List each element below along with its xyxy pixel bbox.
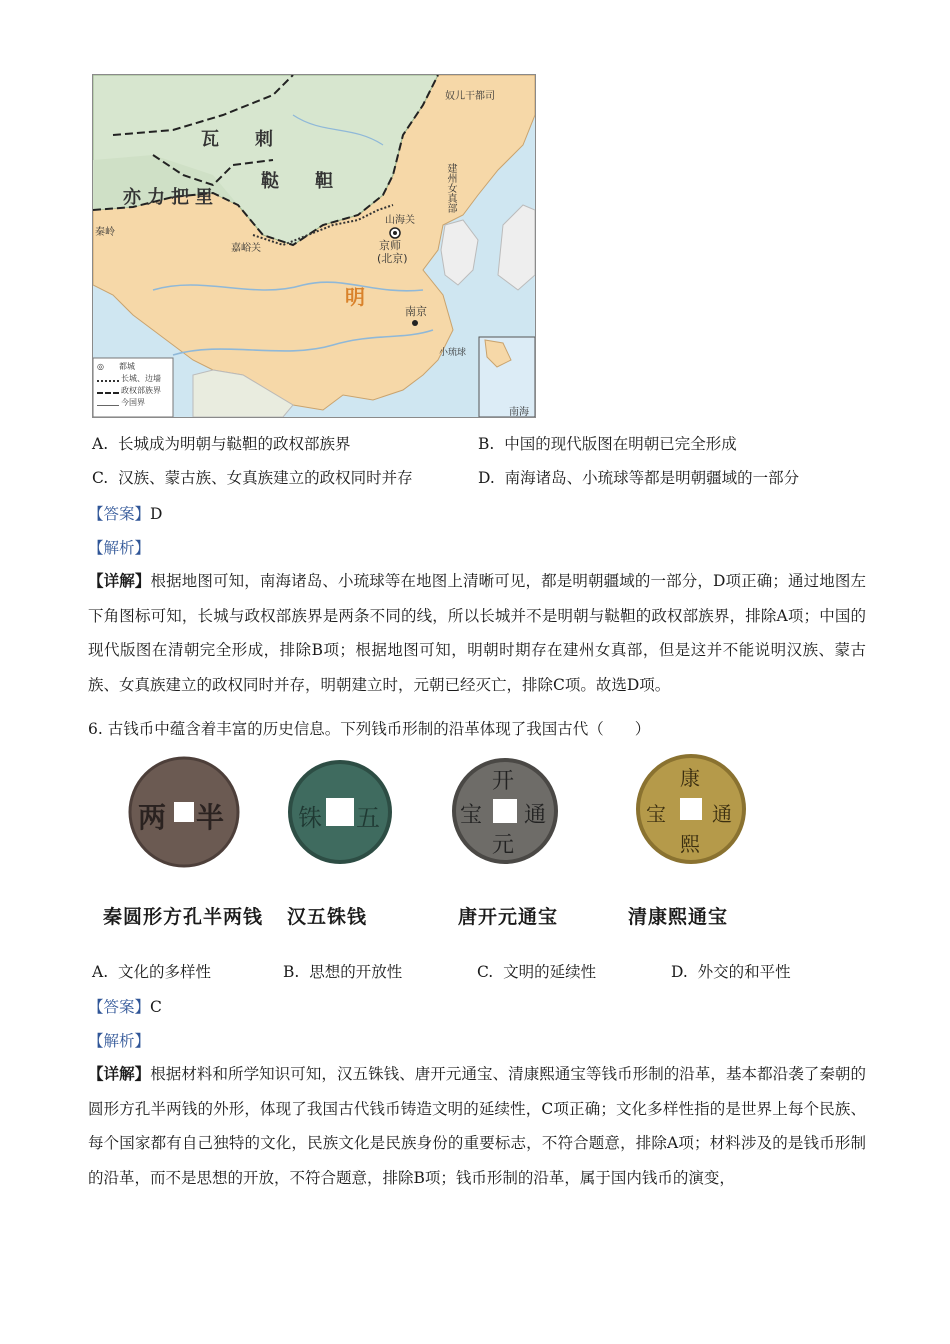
map-label-capital: 京师: [379, 239, 401, 252]
q6-analysis-tag: 【解析】: [88, 1032, 151, 1050]
map-label-jianzhou: 建州女真部: [445, 163, 456, 213]
q6-answer: 【答案】C: [88, 998, 162, 1016]
coin-caption-tang: 唐开元通宝: [458, 906, 559, 928]
map-label-ilibali: 亦力把里: [123, 187, 219, 208]
coin-qin: 半 两: [128, 756, 240, 868]
q5-analysis-tag: 【解析】: [88, 539, 151, 557]
ming-map-figure: [92, 74, 536, 418]
map-label-left-edge: 秦岭: [95, 227, 115, 238]
coin-qing: 康 熙 通 宝: [636, 754, 746, 864]
legend-row-border: 今国界: [97, 397, 171, 409]
q6-detail: 【详解】根据材料和所学知识可知，汉五铢钱、唐开元通宝、清康熙通宝等钱币形制的沿革，基本都沿袭了秦朝的圆形方孔半两钱的外形，体现了我国古代钱币铸造文明的延续性，C项正确；文化多样性指的是世界上每个民族、每个国家都有自己独特的文化，民族文化是民族身份的重要标志，不符合题意，排除A项；材料涉及的是钱币形制的沿革，而不是思想的开放，不符合题意，排除B项；钱币形制的沿革，属于国内钱币的演变，: [88, 1064, 866, 1187]
legend-row-wall: 长城、边墙: [97, 373, 171, 385]
map-label-tatar: 鞑 靼: [261, 171, 333, 192]
map-label-jiayuguan: 嘉峪关: [231, 243, 261, 254]
legend-row-capital: ◎ 都城: [97, 362, 135, 371]
q6-option-c: C. 文明的延续性: [477, 963, 597, 981]
coin-caption-qing: 清康熙通宝: [628, 906, 729, 928]
map-label-wala: 瓦 刺: [201, 129, 273, 150]
q5-option-a: A. 长城成为明朝与鞑靼的政权部族界: [92, 435, 351, 453]
map-label-nanjing: 南京: [405, 305, 427, 318]
q6-option-a: A. 文化的多样性: [92, 963, 211, 981]
map-label-ming: 明: [345, 285, 365, 309]
map-label-capital-sub: (北京): [377, 252, 408, 265]
coin-han: 五 铢: [288, 760, 392, 864]
map-label-nuergan: 奴儿干都司: [445, 91, 495, 102]
q5-detail: 【详解】根据地图可知，南海诸岛、小琉球等在地图上清晰可见，都是明朝疆域的一部分，D项正确；通过地图左下角图标可知，长城与政权部族界是两条不同的线，所以长城并不是明朝与鞑靼的政权部族界，排除A项；中国的现代版图在清朝完全形成，排除B项；根据地图可知，明朝时期存在建州女真部，但是这并不能说明汉族、蒙古族、女真族建立的政权同时并存，明朝建立时，元朝已经灭亡，排除C项。故选D项。: [88, 571, 866, 694]
q5-option-b: B. 中国的现代版图在明朝已完全形成: [478, 435, 737, 453]
map-label-ryukyu: 小琉球: [439, 348, 467, 358]
coin-tang: 开 元 通 宝: [452, 758, 558, 864]
map-label-nanhai: 南海: [509, 407, 529, 418]
coin-caption-han: 汉五铢钱: [287, 906, 368, 928]
map-legend: [97, 361, 171, 409]
q5-option-d: D. 南海诸岛、小琉球等都是明朝疆域的一部分: [478, 469, 800, 487]
q5-answer: 【答案】D: [88, 505, 163, 523]
q6-question: 6. 古钱币中蕴含着丰富的历史信息。下列钱币形制的沿革体现了我国古代（ ）: [88, 720, 651, 738]
coin-caption-qin: 秦圆形方孔半两钱: [103, 906, 264, 928]
q6-option-b: B. 思想的开放性: [283, 963, 403, 981]
q5-option-c: C. 汉族、蒙古族、女真族建立的政权同时并存: [92, 469, 413, 487]
map-label-shanhaiguan: 山海关: [385, 215, 415, 226]
legend-row-boundary: 政权部族界: [97, 385, 171, 397]
q6-option-d: D. 外交的和平性: [671, 963, 791, 981]
